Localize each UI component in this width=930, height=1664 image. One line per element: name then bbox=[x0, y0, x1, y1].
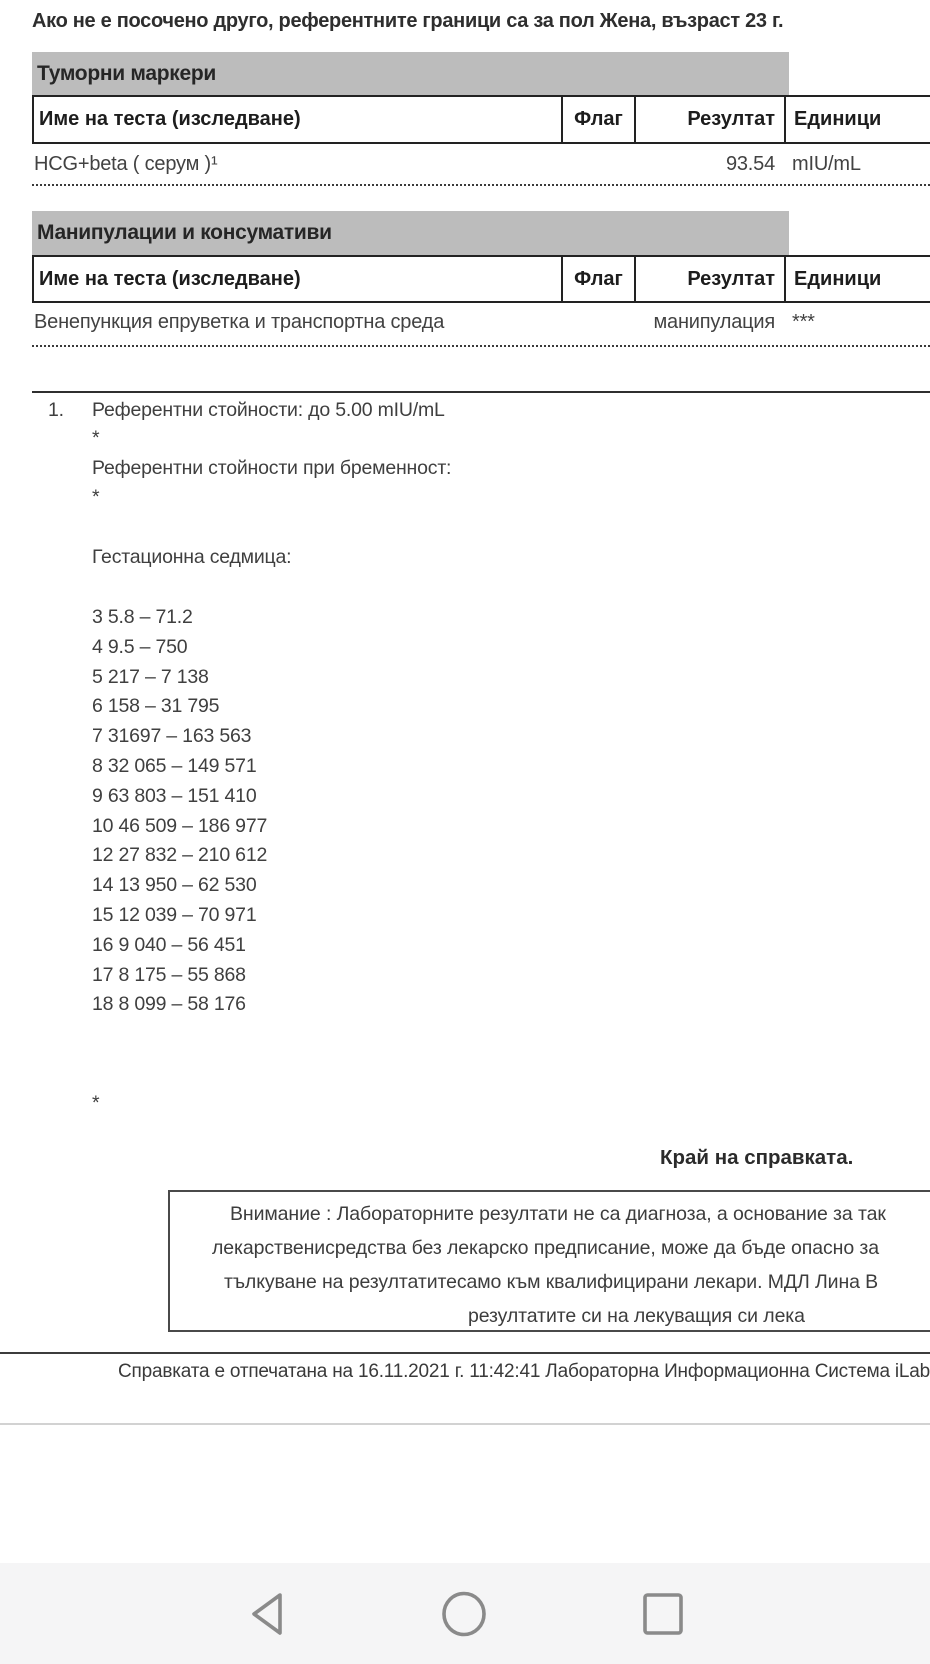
column-header-result: Резултат bbox=[636, 97, 786, 142]
test-result: 93.54 bbox=[725, 152, 775, 175]
column-header-units: Единици bbox=[794, 108, 882, 130]
week-range: 16 9 040 – 56 451 bbox=[92, 933, 246, 956]
test-name: Венепункция епруветка и транспортна среда bbox=[34, 310, 445, 333]
end-of-report-note: Край на справката. bbox=[660, 1146, 854, 1169]
gestation-week-label: Гестационна седмица: bbox=[92, 546, 292, 568]
column-header-flag: Флаг bbox=[563, 97, 636, 142]
week-range: 14 13 950 – 62 530 bbox=[92, 874, 257, 897]
week-range: 9 63 803 – 151 410 bbox=[92, 784, 257, 807]
table-row bbox=[32, 304, 930, 340]
home-button[interactable] bbox=[404, 1563, 524, 1664]
week-range: 17 8 175 – 55 868 bbox=[92, 963, 246, 986]
table-header-row bbox=[32, 255, 930, 303]
table-row bbox=[32, 146, 930, 182]
footnote-pregnancy: Референтни стойности при бременност: bbox=[92, 457, 452, 479]
footnote-star: * bbox=[92, 427, 100, 449]
section-title: Туморни маркери bbox=[37, 61, 216, 85]
week-range: 4 9.5 – 750 bbox=[92, 635, 188, 658]
footer-light-divider bbox=[0, 1423, 930, 1425]
column-header-result: Резултат bbox=[636, 257, 786, 301]
dotted-divider bbox=[32, 184, 930, 186]
column-header-name: Име на теста (изследване) bbox=[34, 97, 563, 142]
week-range: 5 217 – 7 138 bbox=[92, 665, 209, 688]
footnote-star: * bbox=[92, 1092, 100, 1114]
week-range: 8 32 065 – 149 571 bbox=[92, 754, 257, 777]
test-units: *** bbox=[792, 310, 815, 333]
footnote-star: * bbox=[92, 486, 100, 508]
android-nav-bar bbox=[0, 1563, 930, 1664]
table-header-row bbox=[32, 95, 930, 144]
gestation-week-ranges bbox=[92, 603, 267, 1020]
warning-text-line: резултатите си на лекуващия си лека bbox=[468, 1305, 805, 1327]
footnote-number: 1. bbox=[48, 399, 64, 421]
column-header-units: Единици bbox=[794, 267, 882, 290]
week-range: 3 5.8 – 71.2 bbox=[92, 606, 193, 628]
section-header-manipulations bbox=[32, 211, 789, 255]
week-range: 12 27 832 – 210 612 bbox=[92, 844, 268, 867]
footer-divider bbox=[0, 1352, 930, 1354]
printed-timestamp-note: Справката е отпечатана на 16.11.2021 г. 11:42:41 Лабораторна Информационна Система iLab bbox=[118, 1361, 930, 1382]
week-range: 7 31697 – 163 563 bbox=[92, 725, 252, 748]
warning-text-line: тълкуване на резултатитесамо към квалифицирани лекари. МДЛ Лина В bbox=[224, 1271, 879, 1293]
week-range: 6 158 – 31 795 bbox=[92, 695, 220, 718]
warning-text-line: Внимание : Лабораторните резултати не са диагноза, а основание за так bbox=[230, 1203, 886, 1225]
recents-square-icon bbox=[642, 1592, 684, 1636]
recents-button[interactable] bbox=[603, 1563, 723, 1664]
week-range: 15 12 039 – 70 971 bbox=[92, 903, 257, 926]
warning-text-line: лекарственисредства без лекарско предписание, може да бъде опасно за bbox=[212, 1237, 879, 1259]
home-circle-icon bbox=[440, 1591, 488, 1637]
dotted-divider bbox=[32, 345, 930, 347]
week-range: 18 8 099 – 58 176 bbox=[92, 993, 246, 1016]
section-header-tumor-markers bbox=[32, 52, 789, 95]
back-icon bbox=[246, 1590, 286, 1638]
back-button[interactable] bbox=[206, 1563, 326, 1664]
reference-note: Ако не е посочено друго, референтните граници са за пол Жена, възраст 23 г. bbox=[32, 10, 784, 32]
column-header-flag: Флаг bbox=[563, 257, 636, 301]
test-units: mIU/mL bbox=[792, 152, 861, 175]
test-name: HCG+beta ( серум )¹ bbox=[34, 152, 218, 175]
section-title: Манипулации и консумативи bbox=[37, 221, 332, 244]
footnote-ref-values: Референтни стойности: до 5.00 mIU/mL bbox=[92, 399, 445, 421]
warning-box bbox=[168, 1190, 930, 1332]
column-header-name: Име на теста (изследване) bbox=[34, 257, 563, 301]
section-divider bbox=[32, 391, 930, 393]
test-result: манипулация bbox=[653, 310, 775, 333]
week-range: 10 46 509 – 186 977 bbox=[92, 814, 268, 837]
